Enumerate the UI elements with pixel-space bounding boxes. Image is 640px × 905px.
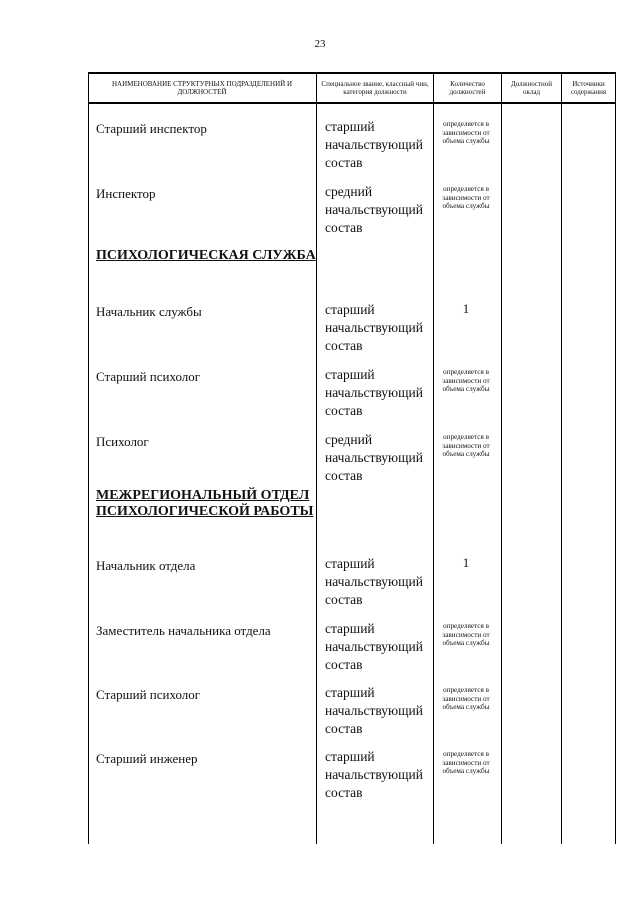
column-divider-4 [561, 72, 562, 844]
rank-category: старший начальствующий состав [325, 749, 423, 800]
position-count: 1 [462, 301, 470, 316]
position-name: Старший инспектор [96, 121, 207, 136]
position-count: определяется в зависимости от объема службы [442, 622, 490, 647]
rank-category: старший начальствующий состав [325, 556, 423, 607]
position-count: определяется в зависимости от объема службы [442, 433, 490, 458]
page-number: 23 [314, 38, 326, 50]
header-salary: Должностной оклад [510, 80, 553, 96]
position-name: Заместитель начальника отдела [96, 623, 271, 638]
section-heading: ПСИХОЛОГИЧЕСКАЯ СЛУЖБА [96, 248, 316, 263]
position-name: Старший психолог [96, 687, 201, 702]
table-right-border [615, 72, 616, 844]
position-count: 1 [462, 555, 470, 570]
position-name: Старший инженер [96, 751, 198, 766]
rank-category: старший начальствующий состав [325, 621, 423, 672]
header-funding-source: Источники содержания [570, 80, 607, 96]
position-count: определяется в зависимости от объема службы [442, 120, 490, 145]
position-count: определяется в зависимости от объема службы [442, 368, 490, 393]
header-bottom-rule [88, 102, 616, 104]
column-divider-1 [316, 72, 317, 844]
column-divider-3 [501, 72, 502, 844]
rank-category: старший начальствующий состав [325, 685, 423, 736]
position-name: Начальник службы [96, 304, 202, 319]
rank-category: старший начальствующий состав [325, 302, 423, 353]
position-name: Психолог [96, 434, 149, 449]
position-count: определяется в зависимости от объема службы [442, 185, 490, 210]
rank-category: старший начальствующий состав [325, 119, 423, 170]
header-position-count: Количество должностей [449, 80, 486, 96]
position-count: определяется в зависимости от объема службы [442, 750, 490, 775]
position-name: Инспектор [96, 186, 156, 201]
header-rank-category: Специальное звание, классный чин, категория должности [321, 80, 429, 96]
rank-category: старший начальствующий состав [325, 367, 423, 418]
header-structure-positions: НАИМЕНОВАНИЕ СТРУКТУРНЫХ ПОДРАЗДЕЛЕНИЙ И ДОЛЖНОСТЕЙ [111, 80, 293, 96]
section-heading: МЕЖРЕГИОНАЛЬНЫЙ ОТДЕЛ ПСИХОЛОГИЧЕСКОЙ РАБОТЫ [96, 488, 314, 519]
rank-category: средний начальствующий состав [325, 184, 423, 235]
position-name: Начальник отдела [96, 558, 196, 573]
position-count: определяется в зависимости от объема службы [442, 686, 490, 711]
table-left-border [88, 72, 89, 844]
rank-category: средний начальствующий состав [325, 432, 423, 483]
position-name: Старший психолог [96, 369, 201, 384]
